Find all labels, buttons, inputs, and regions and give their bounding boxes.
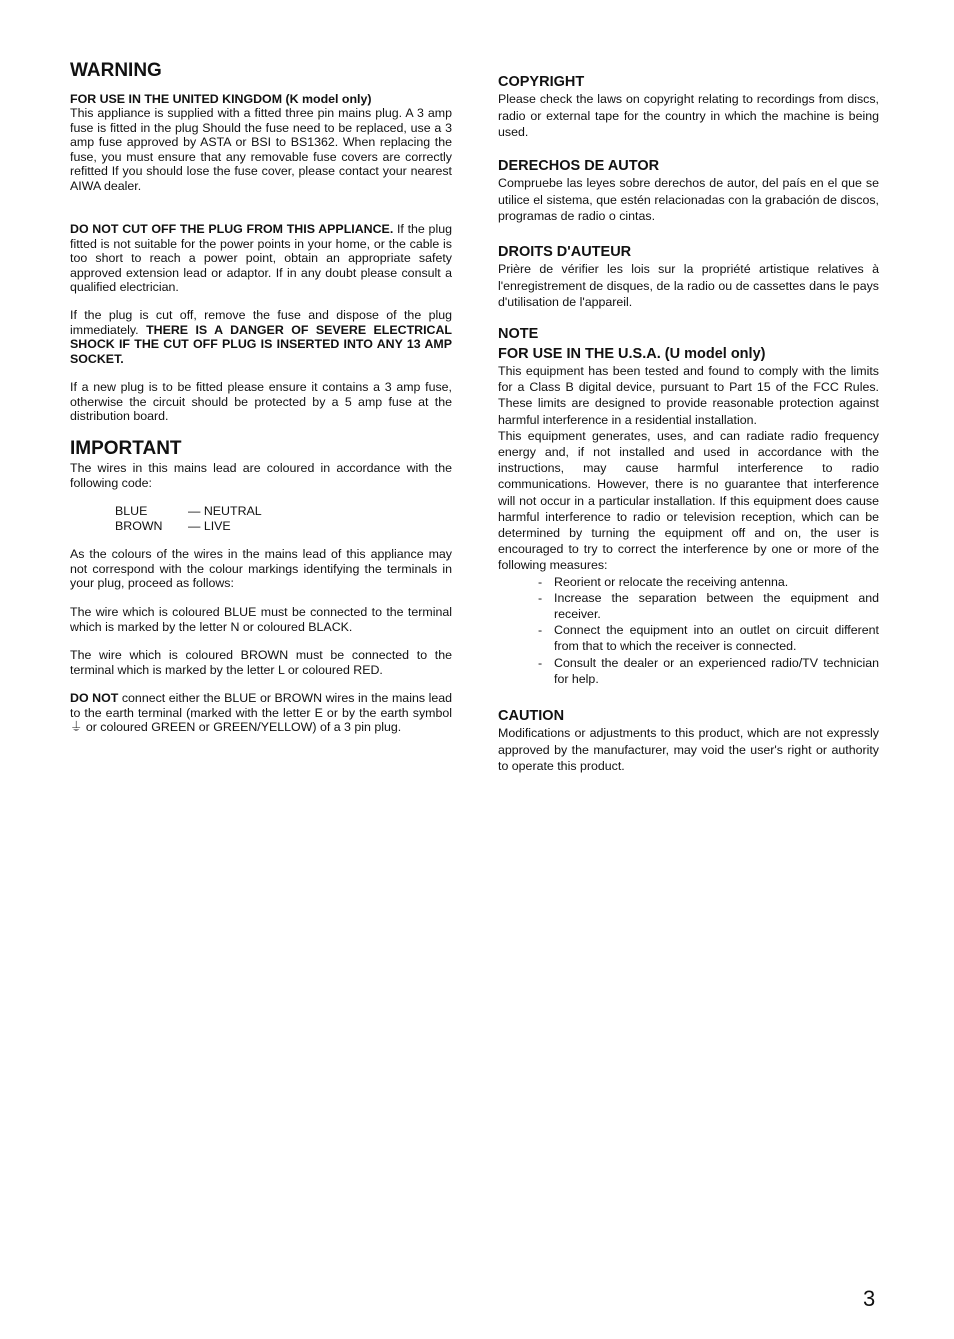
warning-para1-block (70, 106, 452, 194)
droits-body: Prière de vérifier les lois sur la propriété artistique relatives à l'enregistrement de disques, de la radio ou de cassettes dans le pays d'utilisation de l'appareil. (498, 262, 879, 309)
note-section (498, 326, 879, 687)
droits-title: DROITS D'AUTEUR (498, 244, 632, 260)
warning-para2 (70, 222, 452, 295)
list-item: - Consult the dealer or an experienced radio/TV technician for help. (498, 655, 879, 687)
warning-para3-bold: THERE IS A DANGER OF SEVERE ELECTRICAL SHOCK IF THE CUT OFF PLUG IS INSERTED INTO ANY 13 AMP SOCKET. (70, 322, 452, 366)
uk-subtitle: FOR USE IN THE UNITED KINGDOM (K model only) (70, 92, 372, 106)
warning-para3-block (70, 308, 452, 366)
important-para2: The wire which is coloured BLUE must be connected to the terminal which is marked by the letter N or coloured BLACK. (70, 605, 452, 634)
copyright-body: Please check the laws on copyright relating to recordings from discs, radio or external tape for the country in which the machine is being used. (498, 92, 879, 139)
droits-section (498, 244, 879, 311)
derechos-section (498, 158, 879, 225)
warning-para1: This appliance is supplied with a fitted three pin mains plug. A 3 amp fuse is fitted in the plug Should the fuse need to be replaced, use a 3 amp fuse approved by ASTA or BSI to BS1362. When replacing the fuse, you must ensure that any removable fuse covers are correctly refitted If you should lose the fuse cover, please contact your nearest AIWA dealer. (70, 106, 452, 193)
copyright-title: COPYRIGHT (498, 74, 585, 90)
warning-para2-rest: If the plug fitted is not suitable for the power points in your home, or the cable is too short to reach a power point, obtain an appropriate safety approved extension lead or adaptor. If in any doubt please consult a qualified electrician. (70, 222, 452, 295)
note-title: NOTE (498, 326, 539, 342)
warning-para3-start: If the plug is cut off, remove the fuse and dispose of the plug immediately. (70, 308, 452, 337)
important-para3: The wire which is coloured BROWN must be connected to the terminal which is marked by the letter L or coloured RED. (70, 648, 452, 677)
measures-list (498, 574, 879, 687)
copyright-section (498, 74, 879, 141)
note-subtitle: FOR USE IN THE U.S.A. (U model only) (498, 346, 766, 362)
note-para2: This equipment generates, uses, and can radiate radio frequency energy and, if not installed and used in accordance with the instructions, may cause harmful interference to radio communications. However, there is no guarantee that interference will not occur in a particular installation. If this equipment does cause harmful interference to radio or television reception, which can be determined by turning the equipment off and on, the user is encouraged to try to correct the interference by one or more of the following measures: (498, 428, 879, 573)
important-intro: The wires in this mains lead are coloured in accordance with the following code: (70, 461, 452, 490)
warning-para4: If a new plug is to be fitted please ensure it contains a 3 amp fuse, otherwise the circuit should be protected by a 5 amp fuse at the distribution board. (70, 380, 452, 424)
list-item: - Connect the equipment into an outlet on circuit different from that to which the receiver is connected. (498, 622, 879, 654)
important-section (70, 439, 452, 459)
uk-subtitle-block (70, 92, 452, 106)
list-item: - Increase the separation between the equipment and receiver. (498, 590, 879, 622)
warning-para2-block (70, 222, 452, 295)
important-intro-block (70, 461, 452, 490)
code-meaning-neutral: — NEUTRAL (188, 504, 262, 518)
warning-title: WARNING (70, 60, 162, 81)
derechos-title: DERECHOS DE AUTOR (498, 158, 660, 174)
list-item: - Reorient or relocate the receiving antenna. (498, 574, 879, 590)
important-para4-rest: connect either the BLUE or BROWN wires in the mains lead to the earth terminal (marked with the letter E or by the earth symbol ⏚ or coloured GREEN or GREEN/YELLOW) of a 3 pin plug. (70, 691, 453, 735)
warning-para2-bold: DO NOT CUT OFF THE PLUG FROM THIS APPLIANCE. (70, 222, 394, 236)
warning-section (70, 61, 452, 81)
important-para4 (70, 691, 452, 735)
caution-body: Modifications or adjustments to this product, which are not expressly approved by the manufacturer, may void the user's right or authority to operate this product. (498, 726, 879, 773)
warning-para4-block (70, 380, 452, 424)
code-color-blue: BLUE (115, 504, 148, 518)
derechos-body: Compruebe las leyes sobre derechos de autor, del país en el que se utilice el sistema, que estén relacionadas con la grabación de discos, programas de radio o cintas. (498, 176, 879, 223)
important-para2-block (70, 605, 452, 634)
code-color-brown: BROWN (115, 519, 163, 533)
important-title: IMPORTANT (70, 438, 182, 459)
caution-section (498, 708, 879, 775)
wire-color-code (70, 504, 452, 534)
code-meaning-live: — LIVE (188, 519, 231, 533)
warning-para3 (70, 308, 452, 366)
note-para1: This equipment has been tested and found to comply with the limits for a Class B digital device, pursuant to Part 15 of the FCC Rules. These limits are designed to provide reasonable protection against harmful interference in a residential installation. (498, 364, 879, 427)
important-para1-block (70, 547, 452, 591)
important-para4-block (70, 691, 452, 735)
important-para1: As the colours of the wires in the mains lead of this appliance may not correspond with the colour markings identifying the terminals in your plug, proceed as follows: (70, 547, 452, 591)
page-number: 3 (863, 1286, 876, 1311)
important-para4-bold: DO NOT (70, 691, 119, 705)
important-para3-block (70, 648, 452, 677)
caution-title: CAUTION (498, 708, 565, 724)
